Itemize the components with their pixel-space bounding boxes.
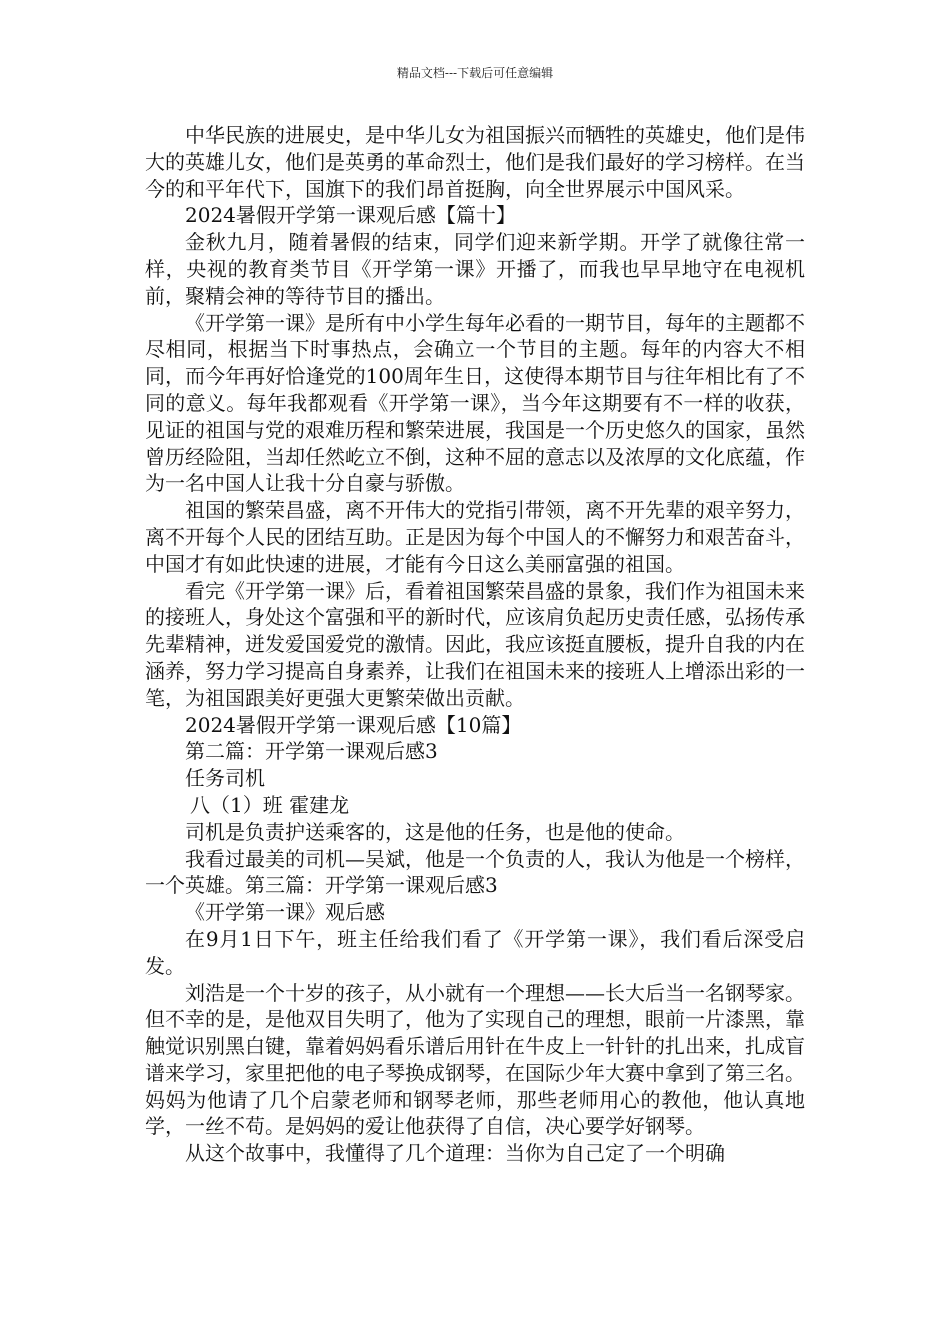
- document-body: [145, 122, 805, 1167]
- paragraph: 我看过最美的司机—吴斌，他是一个负责的人，我认为他是一个榜样，一个英雄。第三篇：开学第一课观后感3: [145, 846, 805, 898]
- essay-title: 任务司机: [185, 766, 265, 791]
- paragraph: 司机是负责护送乘客的，这是他的任务，也是他的使命。: [185, 819, 685, 844]
- essay-title: 《开学第一课》观后感: [185, 900, 385, 925]
- paragraph: 看完《开学第一课》后，看着祖国繁荣昌盛的景象，我们作为祖国未来的接班人，身处这个富强和平的新时代，应该肩负起历史责任感，弘扬传承先辈精神，迸发爱国爱党的激情。因此，我应该挺直腰板，提升自我的内在涵养，努力学习提高自身素养，让我们在祖国未来的接班人上增添出彩的一笔，为祖国跟美好更强大更繁荣做出贡献。: [145, 578, 805, 710]
- essay-author: 八（1）班 霍建龙: [190, 792, 350, 817]
- paragraph: 祖国的繁荣昌盛，离不开伟大的党指引带领，离不开先辈的艰辛努力，离不开每个人民的团结互助。正是因为每个中国人的不懈努力和艰苦奋斗，中国才有如此快速的进展，才能有今日这么美丽富强的祖国。: [145, 498, 805, 576]
- section-heading: 2024暑假开学第一课观后感【10篇】: [185, 712, 522, 737]
- page-header: 精品文档---下载后可任意编辑: [396, 66, 554, 80]
- section-heading: 2024暑假开学第一课观后感【篇十】: [185, 203, 516, 228]
- paragraph: 从这个故事中，我懂得了几个道理：当你为自己定了一个明确: [185, 1141, 725, 1166]
- paragraph: 金秋九月，随着暑假的结束，同学们迎来新学期。开学了就像往常一样，央视的教育类节目《开学第一课》开播了，而我也早早地守在电视机前，聚精会神的等待节目的播出。: [145, 230, 805, 308]
- paragraph: 《开学第一课》是所有中小学生每年必看的一期节目，每年的主题都不尽相同，根据当下时事热点，会确立一个节目的主题。每年的内容大不相同，而今年再好恰逢党的100周年生日，这使得本期节目与往年相比有了不同的意义。每年我都观看《开学第一课》，当今年这期要有不一样的收获，见证的祖国与党的艰难历程和繁荣进展，我国是一个历史悠久的国家，虽然曾历经险阻，当却任然屹立不倒，这种不屈的意志以及浓厚的文化底蕴，作为一名中国人让我十分自豪与骄傲。: [145, 310, 805, 496]
- paragraph: 中华民族的进展史，是中华儿女为祖国振兴而牺牲的英雄史，他们是伟大的英雄儿女，他们是英勇的革命烈士，他们是我们最好的学习榜样。在当今的和平年代下，国旗下的我们昂首挺胸，向全世界展示中国风采。: [145, 123, 805, 201]
- paragraph: 在9月1日下午，班主任给我们看了《开学第一课》，我们看后深受启发。: [145, 926, 805, 978]
- section-heading: 第二篇：开学第一课观后感3: [185, 739, 438, 764]
- paragraph: 刘浩是一个十岁的孩子，从小就有一个理想——长大后当一名钢琴家。但不幸的是，是他双目失明了，他为了实现自己的理想，眼前一片漆黑，靠触觉识别黑白键，靠着妈妈看乐谱后用针在牛皮上一针针的扎出来，扎成盲谱来学习，家里把他的电子琴换成钢琴，在国际少年大赛中拿到了第三名。妈妈为他请了几个启蒙老师和钢琴老师，那些老师用心的教他，他认真地学，一丝不苟。是妈妈的爱让他获得了自信，决心要学好钢琴。: [145, 980, 805, 1139]
